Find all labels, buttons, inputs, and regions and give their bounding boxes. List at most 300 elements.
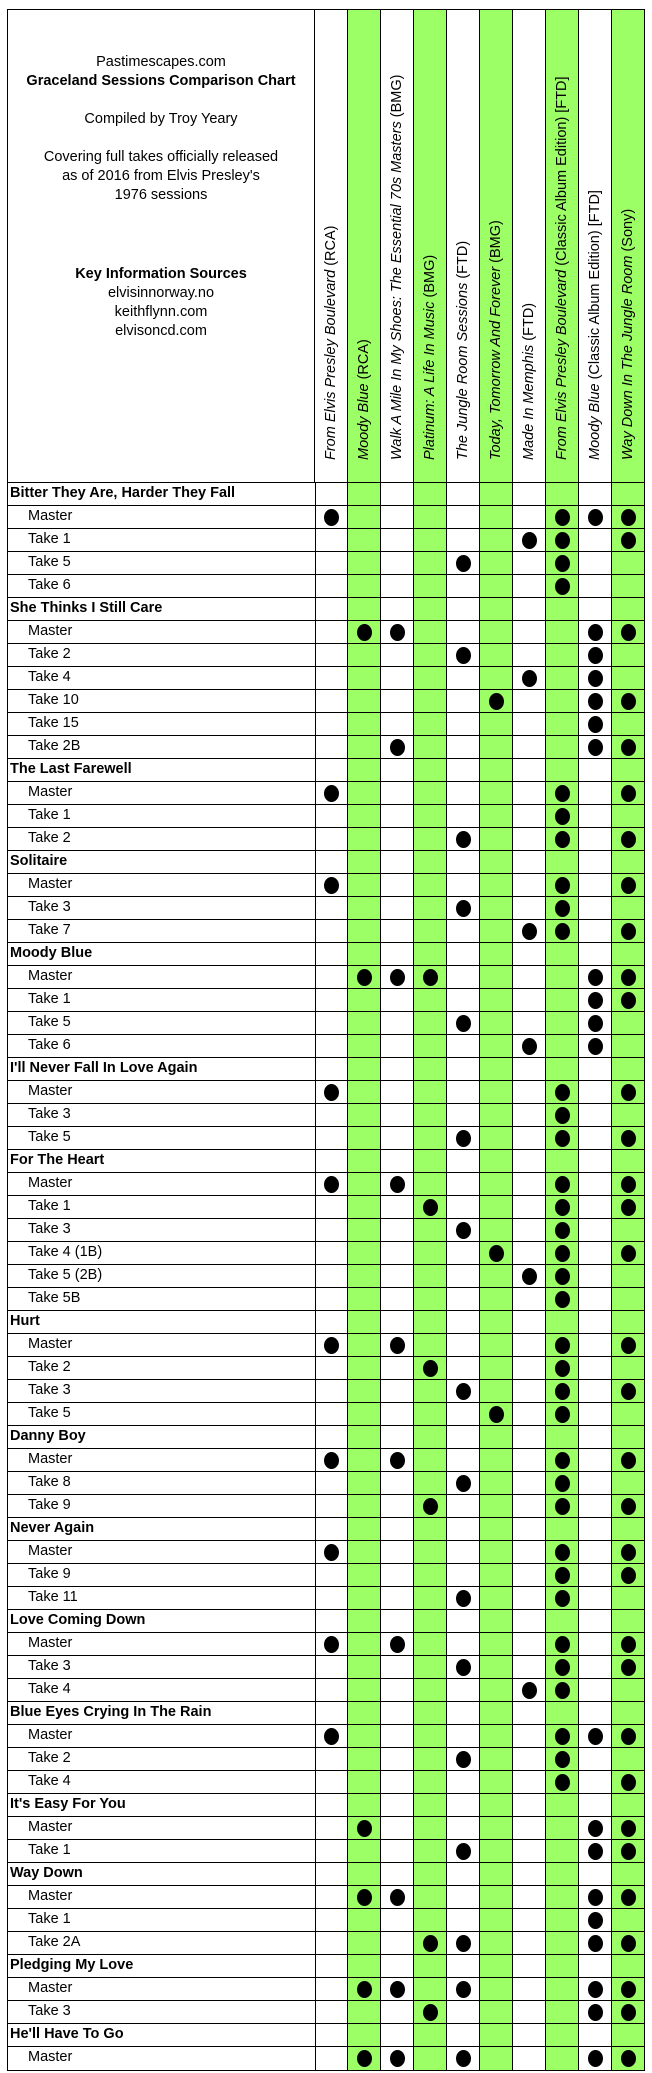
table-cell — [479, 828, 512, 850]
table-cell — [611, 1495, 644, 1517]
table-cell — [413, 1288, 446, 1310]
table-cell — [347, 736, 380, 758]
album-column-header — [578, 10, 611, 482]
table-cell — [413, 1426, 446, 1448]
table-cell — [611, 1449, 644, 1471]
released-dot-icon — [456, 831, 471, 848]
table-cell — [315, 1541, 348, 1563]
table-cell — [446, 1150, 479, 1172]
table-cell — [578, 989, 611, 1011]
released-dot-icon — [588, 969, 603, 986]
table-cell — [413, 1472, 446, 1494]
table-cell — [315, 1794, 348, 1816]
released-dot-icon — [456, 1130, 471, 1147]
table-cell — [545, 690, 578, 712]
table-cell — [380, 1840, 413, 1862]
chart-info-panel — [8, 10, 314, 482]
table-cell — [512, 782, 545, 804]
song-title-row — [8, 1058, 644, 1081]
table-cell — [446, 667, 479, 689]
table-cell — [380, 690, 413, 712]
table-cell — [512, 483, 545, 505]
table-cell — [512, 1679, 545, 1701]
table-cell — [315, 1817, 348, 1839]
table-cell — [512, 506, 545, 528]
table-cell — [479, 1426, 512, 1448]
table-cell — [446, 1426, 479, 1448]
table-cell — [512, 1196, 545, 1218]
table-cell — [479, 1564, 512, 1586]
table-cell — [512, 1794, 545, 1816]
table-cell — [380, 966, 413, 988]
table-cell — [347, 1219, 380, 1241]
album-column-header — [611, 10, 644, 482]
released-dot-icon — [423, 2004, 438, 2021]
table-cell — [380, 1725, 413, 1747]
released-dot-icon — [588, 624, 603, 641]
take-row — [8, 1472, 644, 1495]
table-cell — [380, 920, 413, 942]
table-cell — [479, 1932, 512, 1954]
album-label — [389, 75, 405, 460]
table-cell — [611, 1265, 644, 1287]
table-cell — [446, 713, 479, 735]
table-cell — [611, 1610, 644, 1632]
released-dot-icon — [588, 992, 603, 1009]
table-cell — [512, 897, 545, 919]
table-cell — [611, 920, 644, 942]
table-cell — [578, 1679, 611, 1701]
table-cell — [380, 713, 413, 735]
table-cell — [578, 1564, 611, 1586]
released-dot-icon — [489, 693, 504, 710]
table-cell — [578, 966, 611, 988]
take-row — [8, 529, 644, 552]
take-name: Take 15 — [28, 715, 79, 731]
table-cell — [446, 1886, 479, 1908]
take-name: Take 1 — [28, 1198, 71, 1214]
take-name: Take 1 — [28, 807, 71, 823]
take-row — [8, 690, 644, 713]
table-cell — [446, 2001, 479, 2023]
take-name: Master — [28, 623, 73, 639]
released-dot-icon — [555, 1245, 570, 1262]
table-cell — [578, 1633, 611, 1655]
album-label — [620, 209, 636, 460]
table-cell — [611, 874, 644, 896]
table-cell — [479, 1081, 512, 1103]
table-cell — [347, 2024, 380, 2046]
table-cell — [545, 1564, 578, 1586]
table-cell — [479, 1679, 512, 1701]
table-cell — [512, 529, 545, 551]
table-cell — [611, 1955, 644, 1977]
table-cell — [413, 483, 446, 505]
table-cell — [578, 1472, 611, 1494]
table-cell — [611, 2024, 644, 2046]
table-cell — [315, 1932, 348, 1954]
table-cell — [479, 1265, 512, 1287]
take-row — [8, 1541, 644, 1564]
table-cell — [380, 759, 413, 781]
table-cell — [413, 966, 446, 988]
take-name: Master — [28, 508, 73, 524]
table-cell — [413, 529, 446, 551]
take-row — [8, 874, 644, 897]
table-cell — [446, 598, 479, 620]
released-dot-icon — [588, 2050, 603, 2067]
table-cell — [545, 1012, 578, 1034]
song-title: Bitter They Are, Harder They Fall — [10, 485, 236, 501]
table-cell — [380, 1495, 413, 1517]
table-cell — [479, 644, 512, 666]
table-cell — [446, 1403, 479, 1425]
take-row — [8, 920, 644, 943]
album-label — [587, 190, 603, 460]
table-cell — [611, 621, 644, 643]
table-cell — [578, 1610, 611, 1632]
take-name: Master — [28, 1336, 73, 1352]
album-column-header — [380, 10, 413, 482]
table-cell — [479, 943, 512, 965]
table-cell — [315, 575, 348, 597]
released-dot-icon — [357, 2050, 372, 2067]
take-row — [8, 1012, 644, 1035]
table-cell — [315, 1610, 348, 1632]
table-cell — [578, 2047, 611, 2070]
take-name: Take 3 — [28, 899, 71, 915]
song-title: Hurt — [10, 1313, 40, 1329]
released-dot-icon — [555, 900, 570, 917]
table-cell — [315, 1265, 348, 1287]
table-cell — [479, 713, 512, 735]
table-cell — [446, 1104, 479, 1126]
table-cell — [315, 2047, 348, 2070]
table-cell — [578, 1840, 611, 1862]
table-cell — [479, 1127, 512, 1149]
table-cell — [545, 1127, 578, 1149]
table-cell — [578, 1288, 611, 1310]
table-cell — [578, 805, 611, 827]
table-cell — [347, 1173, 380, 1195]
table-cell — [347, 506, 380, 528]
table-cell — [512, 1012, 545, 1034]
released-dot-icon — [621, 1636, 636, 1653]
released-dot-icon — [621, 1176, 636, 1193]
table-cell — [545, 989, 578, 1011]
table-cell — [512, 690, 545, 712]
table-cell — [347, 989, 380, 1011]
table-cell — [347, 1334, 380, 1356]
table-cell — [446, 1955, 479, 1977]
table-cell — [578, 1357, 611, 1379]
table-cell — [380, 828, 413, 850]
table-cell — [512, 2024, 545, 2046]
released-dot-icon — [621, 1774, 636, 1791]
table-cell — [347, 782, 380, 804]
take-row — [8, 897, 644, 920]
table-cell — [347, 1610, 380, 1632]
released-dot-icon — [555, 1475, 570, 1492]
table-cell — [611, 1380, 644, 1402]
chart-title: Graceland Sessions Comparison Chart — [26, 73, 296, 89]
table-cell — [380, 1127, 413, 1149]
released-dot-icon — [390, 1452, 405, 1469]
song-title: Blue Eyes Crying In The Rain — [10, 1704, 212, 1720]
table-cell — [578, 736, 611, 758]
table-cell — [347, 621, 380, 643]
table-cell — [512, 2047, 545, 2070]
table-cell — [578, 1265, 611, 1287]
table-cell — [512, 1035, 545, 1057]
released-dot-icon — [324, 785, 339, 802]
released-dot-icon — [456, 1751, 471, 1768]
table-cell — [413, 1771, 446, 1793]
table-cell — [611, 828, 644, 850]
table-cell — [380, 1771, 413, 1793]
table-cell — [512, 1127, 545, 1149]
table-cell — [545, 920, 578, 942]
table-cell — [545, 598, 578, 620]
table-cell — [446, 1748, 479, 1770]
table-cell — [413, 1587, 446, 1609]
table-cell — [611, 1633, 644, 1655]
table-cell — [611, 1748, 644, 1770]
table-cell — [512, 621, 545, 643]
table-cell — [380, 1357, 413, 1379]
released-dot-icon — [324, 1728, 339, 1745]
released-dot-icon — [621, 1935, 636, 1952]
source-2: keithflynn.com — [114, 304, 208, 320]
table-cell — [315, 1748, 348, 1770]
released-dot-icon — [456, 1590, 471, 1607]
table-cell — [380, 1173, 413, 1195]
table-cell — [611, 1587, 644, 1609]
table-cell — [479, 1334, 512, 1356]
table-cell — [578, 874, 611, 896]
take-name: Take 9 — [28, 1497, 71, 1513]
table-cell — [578, 920, 611, 942]
table-cell — [380, 1196, 413, 1218]
released-dot-icon — [621, 2004, 636, 2021]
take-name: Take 11 — [28, 1589, 78, 1605]
table-cell — [578, 1656, 611, 1678]
table-cell — [545, 1104, 578, 1126]
table-cell — [347, 1909, 380, 1931]
released-dot-icon — [621, 1498, 636, 1515]
table-cell — [578, 1219, 611, 1241]
table-cell — [380, 1081, 413, 1103]
table-cell — [578, 1426, 611, 1448]
released-dot-icon — [456, 1843, 471, 1860]
released-dot-icon — [390, 1889, 405, 1906]
released-dot-icon — [555, 877, 570, 894]
table-cell — [347, 1518, 380, 1540]
table-cell — [479, 1955, 512, 1977]
source-1: elvisinnorway.no — [107, 285, 215, 301]
table-cell — [578, 2024, 611, 2046]
table-cell — [512, 1288, 545, 1310]
table-cell — [446, 736, 479, 758]
table-cell — [479, 1633, 512, 1655]
table-cell — [512, 1081, 545, 1103]
table-cell — [413, 1219, 446, 1241]
released-dot-icon — [588, 1038, 603, 1055]
table-cell — [380, 1380, 413, 1402]
released-dot-icon — [555, 808, 570, 825]
take-name: Master — [28, 1888, 73, 1904]
table-cell — [347, 690, 380, 712]
table-cell — [347, 1104, 380, 1126]
album-column-headers — [314, 10, 644, 482]
table-cell — [611, 552, 644, 574]
table-cell — [347, 2001, 380, 2023]
table-cell — [512, 989, 545, 1011]
take-name: Master — [28, 2049, 73, 2065]
table-cell — [611, 1334, 644, 1356]
table-cell — [578, 552, 611, 574]
released-dot-icon — [390, 1337, 405, 1354]
table-cell — [380, 1311, 413, 1333]
table-cell — [446, 1932, 479, 1954]
released-dot-icon — [423, 969, 438, 986]
released-dot-icon — [456, 1475, 471, 1492]
released-dot-icon — [456, 647, 471, 664]
table-cell — [315, 1058, 348, 1080]
table-cell — [347, 1748, 380, 1770]
table-cell — [315, 1909, 348, 1931]
table-cell — [380, 1978, 413, 2000]
table-cell — [512, 1311, 545, 1333]
table-cell — [380, 874, 413, 896]
table-cell — [347, 1035, 380, 1057]
song-title-row — [8, 1610, 644, 1633]
table-cell — [315, 621, 348, 643]
table-cell — [512, 1909, 545, 1931]
table-cell — [380, 506, 413, 528]
table-cell — [479, 552, 512, 574]
table-cell — [380, 575, 413, 597]
take-name: Take 3 — [28, 1658, 71, 1674]
table-cell — [315, 1518, 348, 1540]
table-cell — [611, 1656, 644, 1678]
table-cell — [545, 897, 578, 919]
table-cell — [611, 2047, 644, 2070]
released-dot-icon — [423, 1498, 438, 1515]
table-cell — [315, 1012, 348, 1034]
table-cell — [347, 529, 380, 551]
table-cell — [380, 805, 413, 827]
table-cell — [413, 1196, 446, 1218]
song-title-row — [8, 1863, 644, 1886]
table-cell — [446, 782, 479, 804]
table-cell — [315, 1150, 348, 1172]
table-cell — [315, 1035, 348, 1057]
released-dot-icon — [621, 923, 636, 940]
table-cell — [512, 552, 545, 574]
table-cell — [545, 1702, 578, 1724]
table-cell — [347, 1541, 380, 1563]
released-dot-icon — [621, 969, 636, 986]
table-cell — [512, 1978, 545, 2000]
table-cell — [611, 529, 644, 551]
table-cell — [545, 1817, 578, 1839]
table-cell — [413, 2024, 446, 2046]
released-dot-icon — [621, 1567, 636, 1584]
table-cell — [611, 1012, 644, 1034]
table-cell — [446, 690, 479, 712]
table-cell — [413, 667, 446, 689]
table-cell — [413, 1748, 446, 1770]
table-cell — [578, 506, 611, 528]
table-cell — [413, 805, 446, 827]
table-cell — [512, 920, 545, 942]
table-cell — [380, 1541, 413, 1563]
released-dot-icon — [621, 1130, 636, 1147]
table-cell — [446, 575, 479, 597]
table-cell — [380, 1150, 413, 1172]
table-cell — [315, 1219, 348, 1241]
table-cell — [413, 1173, 446, 1195]
table-cell — [512, 575, 545, 597]
table-cell — [380, 1656, 413, 1678]
table-cell — [512, 1610, 545, 1632]
table-cell — [479, 1909, 512, 1931]
table-cell — [347, 1288, 380, 1310]
table-cell — [347, 575, 380, 597]
table-cell — [545, 1426, 578, 1448]
released-dot-icon — [555, 1176, 570, 1193]
table-cell — [545, 1771, 578, 1793]
table-cell — [413, 1334, 446, 1356]
table-cell — [446, 1380, 479, 1402]
take-name: Take 1 — [28, 1842, 71, 1858]
table-cell — [545, 1679, 578, 1701]
table-cell — [545, 1288, 578, 1310]
released-dot-icon — [621, 1981, 636, 1998]
table-cell — [446, 943, 479, 965]
released-dot-icon — [555, 1774, 570, 1791]
take-name: Master — [28, 876, 73, 892]
table-cell — [380, 2001, 413, 2023]
album-label — [455, 241, 471, 460]
table-cell — [479, 621, 512, 643]
album-title: Walk A Mile In My Shoes: The Essential 70s Masters — [389, 121, 405, 460]
take-name: Take 2B — [28, 738, 81, 754]
table-cell — [545, 1495, 578, 1517]
table-cell — [446, 1173, 479, 1195]
table-cell — [315, 1495, 348, 1517]
table-cell — [512, 1564, 545, 1586]
released-dot-icon — [555, 532, 570, 549]
take-name: Master — [28, 1543, 73, 1559]
table-cell — [479, 2001, 512, 2023]
released-dot-icon — [522, 923, 537, 940]
table-cell — [578, 1127, 611, 1149]
released-dot-icon — [621, 992, 636, 1009]
take-name: Take 1 — [28, 531, 71, 547]
table-cell — [413, 713, 446, 735]
table-cell — [578, 2001, 611, 2023]
table-cell — [347, 1817, 380, 1839]
take-name: Take 4 — [28, 1773, 71, 1789]
table-cell — [347, 1794, 380, 1816]
song-title: Love Coming Down — [10, 1612, 146, 1628]
table-cell — [545, 759, 578, 781]
take-row — [8, 1978, 644, 2001]
table-cell — [380, 1265, 413, 1287]
table-cell — [446, 552, 479, 574]
